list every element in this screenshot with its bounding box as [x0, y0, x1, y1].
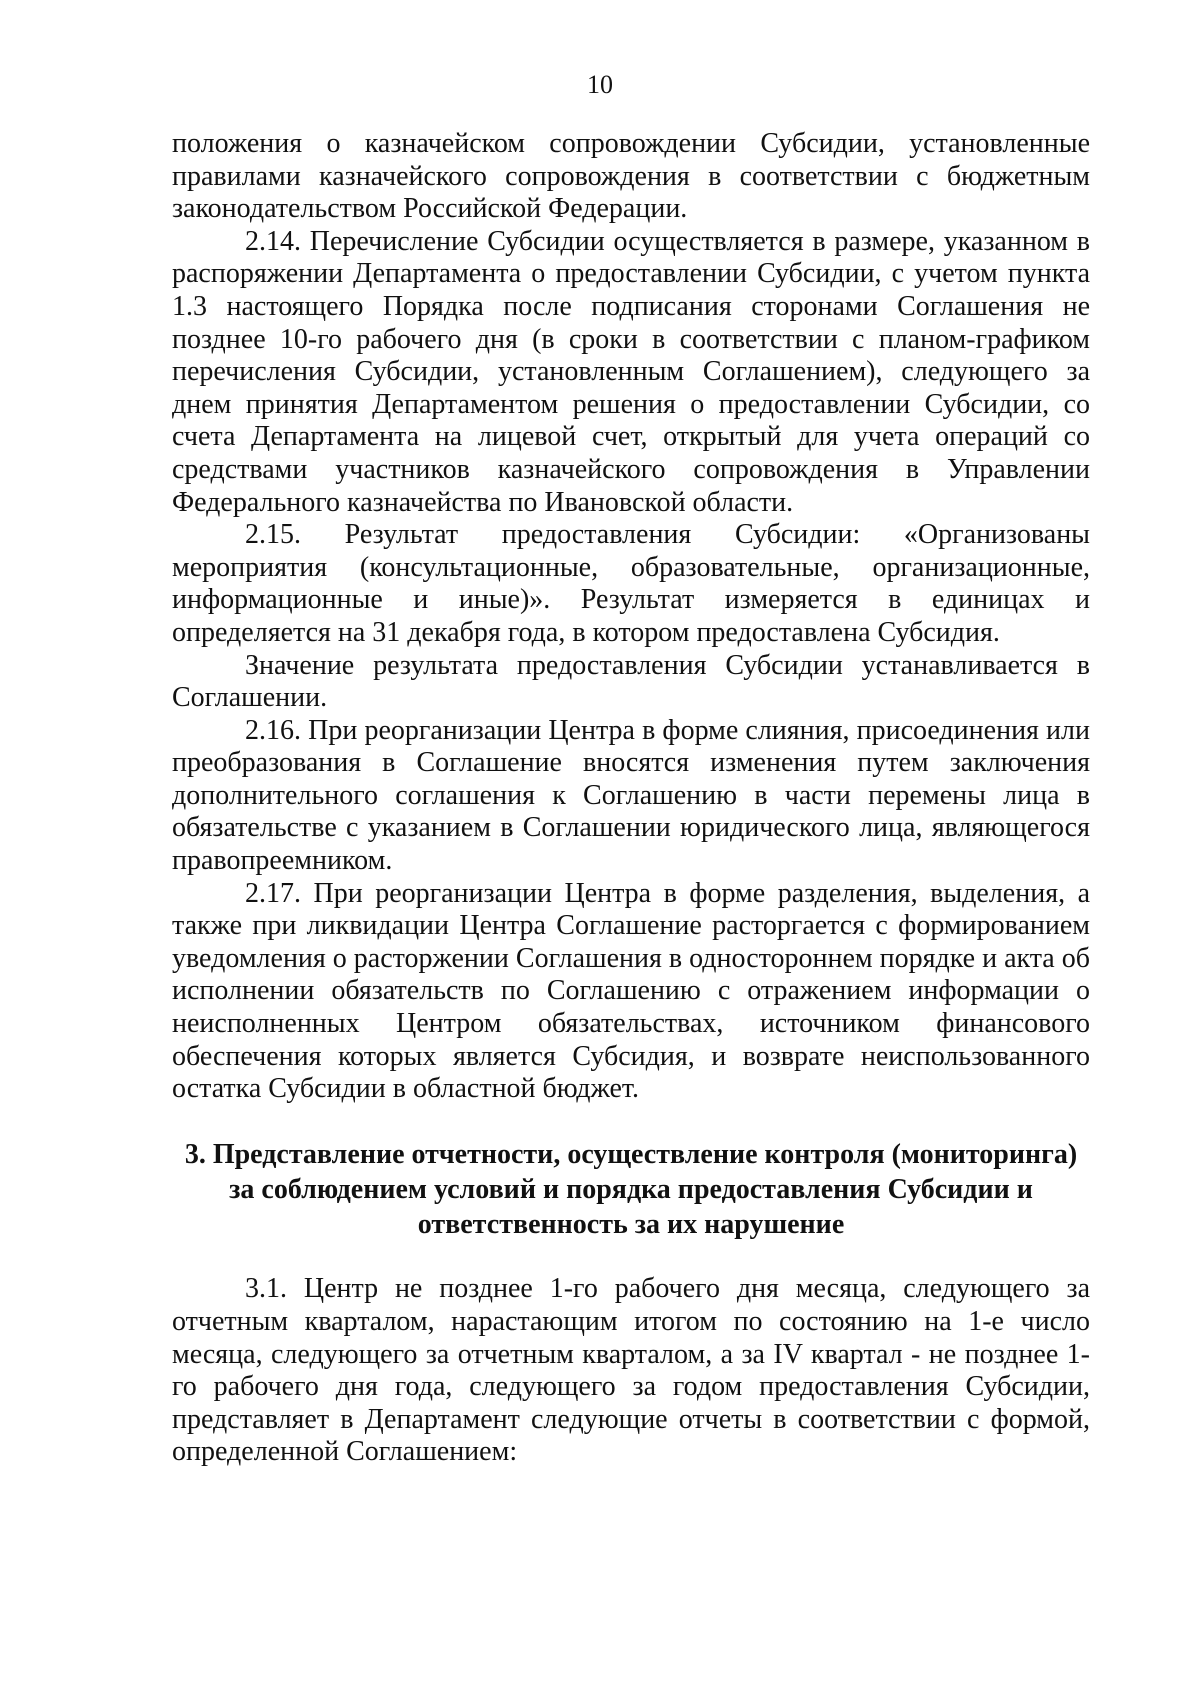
section-3-heading [172, 1137, 1090, 1243]
section-3-heading-line-1: 3. Представление отчетности, осуществление контроля (мониторинга) [184, 1138, 1078, 1170]
spacer [172, 1242, 1090, 1273]
section-3-heading-line-2: за соблюдением условий и порядка предоставления Субсидии и [229, 1174, 1033, 1206]
paragraph-2-14: 2.14. Перечисление Субсидии осуществляется в размере, указанном в распоряжении Департамента о предоставлении Субсидии, с учетом пункта 1.3 настоящего Порядка после подписания сторонами Соглашения не позднее 10-го рабочего дня (в сроки в соответствии с планом-графиком перечисления Субсидии, установленным Соглашением), следующего за днем принятия Департаментом решения о предоставлении Субсидии, со счета Департамента на лицевой счет, открытый для учета операций со средствами участников казначейского сопровождения в Управлении Федерального казначейства по Ивановской области. [172, 225, 1090, 518]
paragraph-3-1: 3.1. Центр не позднее 1-го рабочего дня месяца, следующего за отчетным кварталом, нарастающим итогом по состоянию на 1-е число месяца, следующего за отчетным кварталом, а за IV квартал - не позднее 1-го рабочего дня года, следующего за годом предоставления Субсидии, представляет в Департамент следующие отчеты в соответствии с формой, определенной Соглашением: [172, 1273, 1090, 1468]
paragraph-treasury-support: положения о казначейском сопровождении Субсидии, установленные правилами казначейского сопровождения в соответствии с бюджетным законодательством Российской Федерации. [172, 128, 1090, 225]
paragraph-2-17: 2.17. При реорганизации Центра в форме разделения, выделения, а также при ликвидации Центра Соглашение расторгается с формированием уведомления о расторжении Соглашения в одностороннем порядке и акта об исполнении обязательств по Соглашению с отражением информации о неисполненных Центром обязательствах, источником финансового обеспечения которых является Субсидия, и возврате неиспользованного остатка Субсидии в областной бюджет. [172, 877, 1090, 1105]
paragraph-2-15: 2.15. Результат предоставления Субсидии: «Организованы мероприятия (консультационные, образовательные, организационные, информационные и иные)». Результат измеряется в единицах и определяется на 31 декабря года, в котором предоставлена Субсидия. [172, 519, 1090, 648]
document-body [172, 128, 1090, 1469]
paragraph-result-value: Значение результата предоставления Субсидии устанавливается в Соглашении. [172, 649, 1090, 714]
spacer [172, 1106, 1090, 1137]
page-number: 10 [587, 70, 613, 99]
section-3-heading-line-3: ответственность за их нарушение [417, 1209, 845, 1241]
paragraph-2-16: 2.16. При реорганизации Центра в форме слияния, присоединения или преобразования в Соглашение вносятся изменения путем заключения дополнительного соглашения к Соглашению в части перемены лица в обязательстве с указанием в Соглашении юридического лица, являющегося правопреемником. [172, 714, 1090, 877]
